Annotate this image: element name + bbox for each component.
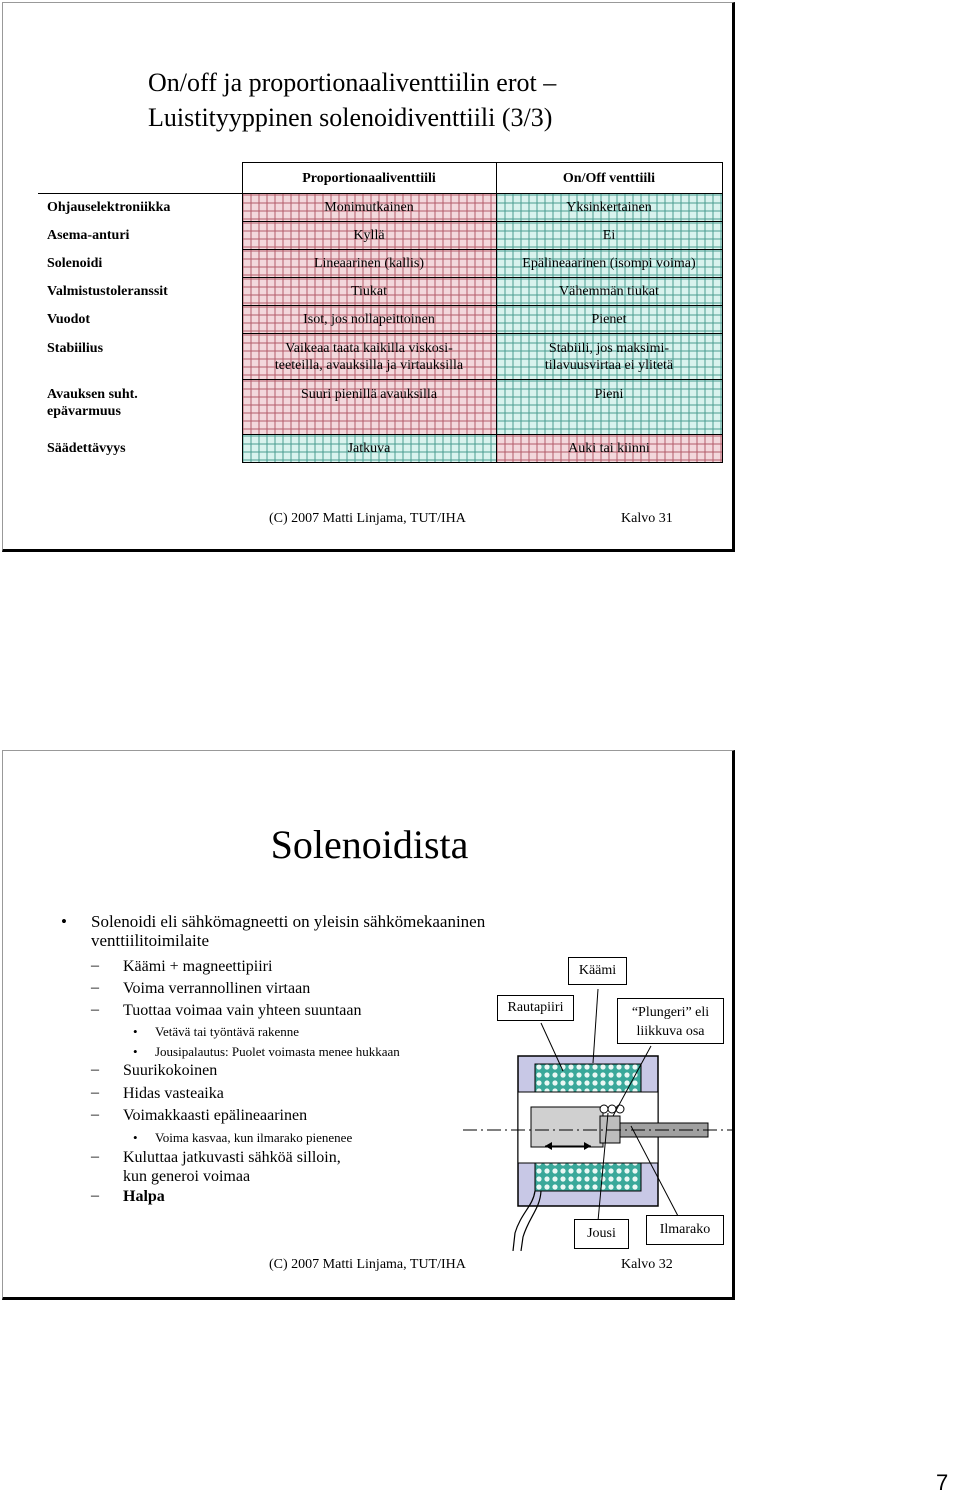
bullet-text: Hidas vasteaika xyxy=(123,1085,224,1102)
table-row xyxy=(38,334,722,380)
slide-31 xyxy=(2,2,735,552)
bullet-dot-icon: • xyxy=(133,1130,138,1145)
bullet-text: Suurikokoinen xyxy=(123,1062,218,1079)
title-line-2: Luistityyppinen solenoidiventtiili (3/3) xyxy=(148,103,553,132)
header-onoff: On/Off venttiili xyxy=(496,163,722,194)
cell-onoff: Yksinkertainen xyxy=(496,194,722,222)
dash-icon: – xyxy=(91,1148,99,1165)
row-label: Säädettävyys xyxy=(47,441,126,456)
cell-onoff: Vähemmän tiukat xyxy=(496,278,722,306)
bullet-dot-icon: • xyxy=(133,1024,138,1039)
bullet-line: venttiilitoimilaite xyxy=(91,931,210,950)
dash-icon: – xyxy=(91,957,99,974)
cell-line: Stabiili, jos maksimi- xyxy=(548,340,670,356)
label-rautapiiri: Rautapiiri xyxy=(497,995,574,1021)
table-header-row xyxy=(38,163,722,194)
bullet-text: Voimakkaasti epälineaarinen xyxy=(123,1107,308,1124)
bullet-line: Solenoidi eli sähkömagneetti on yleisin sähkömekaaninen xyxy=(91,912,486,931)
cell-onoff: Epälineaarinen (isompi voima) xyxy=(496,250,722,278)
row-label: Asema-anturi xyxy=(47,228,130,243)
cell-onoff: Pienet xyxy=(496,306,722,334)
dash-icon: – xyxy=(91,979,99,996)
bullet-dot-icon: • xyxy=(61,912,67,931)
page-number: 7 xyxy=(936,1470,949,1495)
slide-32 xyxy=(2,750,735,1300)
title-line-1: On/off ja proportionaaliventtiilin erot – xyxy=(148,68,557,97)
dash-icon: – xyxy=(91,1084,99,1101)
spring-icon xyxy=(600,1105,608,1113)
row-label: Valmistustoleranssit xyxy=(47,284,168,299)
label-ilmarako: Ilmarako xyxy=(646,1215,724,1245)
plunger xyxy=(531,1107,603,1147)
row-label: Solenoidi xyxy=(47,256,103,271)
bullet-line: kun generoi voimaa xyxy=(123,1168,251,1185)
coil-bottom xyxy=(535,1163,641,1191)
cell-proportional: Lineaarinen (kallis) xyxy=(242,250,496,278)
cell-proportional: Isot, jos nollapeittoinen xyxy=(242,306,496,334)
bullet-text: Käämi + magneettipiiri xyxy=(123,958,273,975)
slide-title xyxy=(148,65,556,135)
label-line: Avauksen suht. xyxy=(47,386,138,402)
bullet-text: Vetävä tai työntävä rakenne xyxy=(155,1024,300,1039)
coil-top xyxy=(535,1064,641,1092)
slide-title: Solenoidista xyxy=(270,822,469,867)
label-line: epävarmuus xyxy=(47,403,121,419)
header-proportional: Proportionaaliventtiili xyxy=(242,163,496,194)
cell-onoff: Pieni xyxy=(496,380,722,435)
table-row xyxy=(38,250,722,278)
dash-icon: – xyxy=(91,1061,99,1078)
table-row xyxy=(38,380,722,435)
cell-line: Vaikeaa taata kaikilla viskosi- xyxy=(285,340,453,356)
label-line: “Plungeri” eli xyxy=(631,1005,710,1020)
label-jousi: Jousi xyxy=(574,1219,629,1249)
cell-line: tilavuusvirtaa ei ylitetä xyxy=(544,357,674,373)
cell-onoff: Auki tai kiinni xyxy=(496,435,722,463)
cell-proportional: Monimutkainen xyxy=(242,194,496,222)
bullet-text: Tuottaa voimaa vain yhteen suuntaan xyxy=(123,1002,362,1019)
table-row xyxy=(38,278,722,306)
table-row xyxy=(38,222,722,250)
cell-onoff: Ei xyxy=(496,222,722,250)
table-row xyxy=(38,435,722,463)
label-line: liikkuva osa xyxy=(636,1024,705,1039)
bullet-text: Voima verrannollinen virtaan xyxy=(123,980,311,997)
table-row xyxy=(38,194,722,222)
cell-onoff xyxy=(496,334,722,380)
bullet-dot-icon: • xyxy=(133,1044,138,1059)
cell-proportional: Kyllä xyxy=(242,222,496,250)
row-label xyxy=(38,380,242,435)
footer-copyright: (C) 2007 Matti Linjama, TUT/IHA xyxy=(269,511,466,526)
bullet-text: Halpa xyxy=(123,1188,165,1205)
footer-copyright: (C) 2007 Matti Linjama, TUT/IHA xyxy=(269,1257,466,1272)
bullet-line: Kuluttaa jatkuvasti sähköä silloin, xyxy=(123,1149,341,1166)
cell-proportional: Suuri pienillä avauksilla xyxy=(242,380,496,435)
table-row xyxy=(38,306,722,334)
header-blank xyxy=(38,163,242,194)
dash-icon: – xyxy=(91,1106,99,1123)
cell-proportional: Jatkuva xyxy=(242,435,496,463)
footer-slide-number: Kalvo 32 xyxy=(621,1257,673,1272)
row-label: Ohjauselektroniikka xyxy=(47,200,171,216)
dash-icon: – xyxy=(91,1001,99,1018)
label-kaami: Käämi xyxy=(568,957,627,985)
label-plungeri xyxy=(617,998,724,1044)
cell-proportional xyxy=(242,334,496,380)
dash-icon: – xyxy=(91,1187,99,1204)
row-label: Vuodot xyxy=(47,312,91,327)
comparison-table xyxy=(38,162,723,463)
bullet-text: Jousipalautus: Puolet voimasta menee hukkaan xyxy=(155,1044,400,1059)
cell-proportional: Tiukat xyxy=(242,278,496,306)
bullet-text: Voima kasvaa, kun ilmarako pienenee xyxy=(155,1130,353,1145)
cell-line: teeteilla, avauksilla ja virtauksilla xyxy=(274,357,464,373)
footer-slide-number: Kalvo 31 xyxy=(621,511,673,526)
row-label: Stabiilius xyxy=(47,340,104,356)
